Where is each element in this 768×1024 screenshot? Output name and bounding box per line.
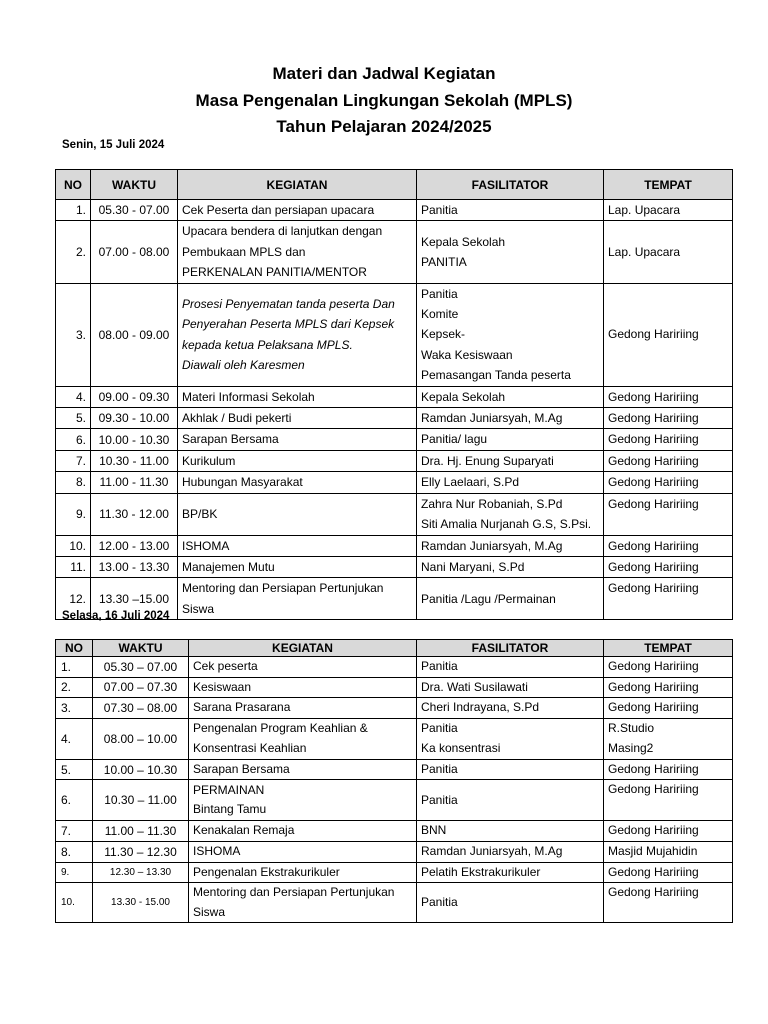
cell-line: Pengenalan Ekstrakurikuler xyxy=(193,864,340,879)
cell-line: Ramdan Juniarsyah, M.Ag xyxy=(421,411,563,426)
cell-facilitator xyxy=(417,386,604,407)
cell-no: 11. xyxy=(56,556,91,577)
cell-line: Kepsek- xyxy=(421,327,466,342)
cell-place xyxy=(604,698,733,719)
cell-line: kepada ketua Pelaksana MPLS. xyxy=(182,337,353,352)
cell-facilitator xyxy=(417,862,604,883)
cell-activity xyxy=(189,698,417,719)
cell-place xyxy=(604,283,733,386)
cell-time: 10.00 - 10.30 xyxy=(91,429,178,450)
col-header-activity: KEGIATAN xyxy=(178,170,417,200)
cell-line: Panitia/ lagu xyxy=(421,432,488,447)
cell-line: Panitia /Lagu /Permainan xyxy=(421,591,556,606)
cell-line: Panitia xyxy=(421,894,458,909)
col-header-place: TEMPAT xyxy=(604,170,733,200)
table-row xyxy=(56,677,733,698)
cell-line: Penyerahan Peserta MPLS dari Kepsek xyxy=(182,317,395,332)
cell-line: Gedong Haririing xyxy=(608,679,699,694)
table-row xyxy=(56,472,733,493)
cell-line: Mentoring dan Persiapan Pertunjukan xyxy=(193,885,395,900)
cell-no: 2. xyxy=(56,221,91,283)
col-header-facilitator: FASILITATOR xyxy=(417,640,604,657)
cell-line: Manajemen Mutu xyxy=(182,559,275,574)
cell-time: 09.30 - 10.00 xyxy=(91,408,178,429)
cell-activity xyxy=(178,386,417,407)
cell-line: Panitia xyxy=(421,659,458,673)
cell-time: 13.30 –15.00 xyxy=(91,578,178,620)
cell-line: Gedong Haririing xyxy=(608,581,699,596)
cell-line: Dra. Wati Susilawati xyxy=(421,679,528,694)
table-row xyxy=(56,718,733,759)
cell-line: PANITIA xyxy=(421,255,467,270)
cell-line: Siti Amalia Nurjanah G.S, S.Psi. xyxy=(421,517,592,532)
cell-facilitator xyxy=(417,780,604,821)
cell-line: Gedong Haririing xyxy=(608,885,699,900)
cell-no: 6. xyxy=(56,429,91,450)
table-row xyxy=(56,759,733,780)
cell-activity xyxy=(178,493,417,535)
cell-line: Gedong Haririing xyxy=(608,327,699,342)
cell-activity xyxy=(189,780,417,821)
cell-time: 11.00 - 11.30 xyxy=(91,472,178,493)
cell-activity xyxy=(178,429,417,450)
table-row xyxy=(56,698,733,719)
cell-no: 9. xyxy=(56,493,91,535)
cell-line: Panitia xyxy=(421,286,458,301)
cell-line: Gedong Haririing xyxy=(608,496,699,511)
cell-activity xyxy=(189,759,417,780)
cell-line: Akhlak / Budi pekerti xyxy=(182,411,292,426)
cell-no: 1. xyxy=(56,657,93,678)
table-row xyxy=(56,450,733,471)
cell-activity xyxy=(178,535,417,556)
cell-activity xyxy=(178,556,417,577)
cell-line: Gedong Haririing xyxy=(608,559,699,574)
cell-line: Masjid Mujahidin xyxy=(608,843,698,858)
cell-activity xyxy=(178,472,417,493)
cell-no: 3. xyxy=(56,698,93,719)
cell-line: Cek Peserta dan persiapan upacara xyxy=(182,203,375,217)
cell-place xyxy=(604,429,733,450)
col-header-place: TEMPAT xyxy=(604,640,733,657)
cell-no: 3. xyxy=(56,283,91,386)
cell-no: 7. xyxy=(56,821,93,842)
table-row xyxy=(56,200,733,221)
cell-activity xyxy=(189,657,417,678)
cell-line: Upacara bendera di lanjutkan dengan xyxy=(182,224,383,239)
cell-time: 07.00 – 07.30 xyxy=(93,677,189,698)
cell-time: 13.00 - 13.30 xyxy=(91,556,178,577)
cell-line: R.Studio xyxy=(608,721,655,736)
cell-place xyxy=(604,780,733,821)
cell-line: Gedong Haririing xyxy=(608,432,699,447)
col-header-time: WAKTU xyxy=(93,640,189,657)
cell-line: Sarapan Bersama xyxy=(182,432,279,447)
cell-line: Lap. Upacara xyxy=(608,244,681,259)
cell-no: 7. xyxy=(56,450,91,471)
cell-facilitator xyxy=(417,283,604,386)
cell-activity xyxy=(178,578,417,620)
cell-no: 8. xyxy=(56,472,91,493)
cell-line: Panitia xyxy=(421,721,458,736)
cell-line: Dra. Hj. Enung Suparyati xyxy=(421,453,554,468)
cell-place xyxy=(604,821,733,842)
cell-time: 12.30 – 13.30 xyxy=(93,862,189,883)
cell-line: Siswa xyxy=(182,601,215,616)
cell-time: 11.30 - 12.00 xyxy=(91,493,178,535)
cell-line: ISHOMA xyxy=(182,538,230,553)
cell-time: 07.30 – 08.00 xyxy=(93,698,189,719)
cell-line: Nani Maryani, S.Pd xyxy=(421,559,525,574)
cell-activity xyxy=(178,450,417,471)
cell-line: Cek peserta xyxy=(193,659,258,673)
table-row xyxy=(56,780,733,821)
cell-line: Gedong Haririing xyxy=(608,411,699,426)
cell-facilitator xyxy=(417,718,604,759)
table-row xyxy=(56,862,733,883)
cell-time: 10.00 – 10.30 xyxy=(93,759,189,780)
cell-line: Mentoring dan Persiapan Pertunjukan xyxy=(182,581,384,596)
table-row xyxy=(56,386,733,407)
table-row xyxy=(56,429,733,450)
col-header-facilitator: FASILITATOR xyxy=(417,170,604,200)
document-title-line1: Materi dan Jadwal Kegiatan xyxy=(272,64,496,83)
table-row xyxy=(56,283,733,386)
cell-facilitator xyxy=(417,408,604,429)
table-row xyxy=(56,535,733,556)
cell-line: Gedong Haririing xyxy=(608,823,699,838)
cell-place xyxy=(604,841,733,862)
cell-activity xyxy=(189,883,417,923)
cell-line: Gedong Haririing xyxy=(608,864,699,879)
cell-place xyxy=(604,386,733,407)
cell-place xyxy=(604,759,733,780)
cell-activity xyxy=(189,677,417,698)
table-row xyxy=(56,408,733,429)
cell-activity xyxy=(189,718,417,759)
cell-activity xyxy=(178,221,417,283)
cell-line: ISHOMA xyxy=(193,843,241,858)
cell-place xyxy=(604,450,733,471)
cell-activity xyxy=(189,841,417,862)
cell-line: Komite xyxy=(421,307,459,322)
table-row xyxy=(56,493,733,535)
cell-no: 12. xyxy=(56,578,91,620)
cell-facilitator xyxy=(417,759,604,780)
cell-line: PERMAINAN xyxy=(193,782,265,797)
cell-line: Waka Kesiswaan xyxy=(421,347,513,362)
cell-no: 10. xyxy=(56,883,93,923)
cell-facilitator xyxy=(417,883,604,923)
cell-no: 6. xyxy=(56,780,93,821)
cell-line: Zahra Nur Robaniah, S.Pd xyxy=(421,496,563,511)
cell-place xyxy=(604,862,733,883)
cell-time: 11.00 – 11.30 xyxy=(93,821,189,842)
table-row xyxy=(56,883,733,923)
cell-place xyxy=(604,408,733,429)
cell-facilitator xyxy=(417,698,604,719)
cell-facilitator xyxy=(417,450,604,471)
cell-line: Kepala Sekolah xyxy=(421,234,506,249)
cell-place xyxy=(604,535,733,556)
table-row xyxy=(56,821,733,842)
col-header-no: NO xyxy=(56,170,91,200)
cell-line: Gedong Haririing xyxy=(608,538,699,553)
cell-no: 4. xyxy=(56,718,93,759)
cell-time: 12.00 - 13.00 xyxy=(91,535,178,556)
table-row xyxy=(56,841,733,862)
cell-line: Lap. Upacara xyxy=(608,203,681,217)
cell-line: Pembukaan MPLS dan xyxy=(182,244,306,259)
cell-line: Konsentrasi Keahlian xyxy=(193,740,307,755)
col-header-time: WAKTU xyxy=(91,170,178,200)
cell-line: Diawali oleh Karesmen xyxy=(182,358,305,373)
cell-place xyxy=(604,718,733,759)
cell-no: 1. xyxy=(56,200,91,221)
cell-place xyxy=(604,556,733,577)
cell-facilitator xyxy=(417,535,604,556)
document-title-line2: Masa Pengenalan Lingkungan Sekolah (MPLS) xyxy=(195,91,573,110)
col-header-activity: KEGIATAN xyxy=(189,640,417,657)
cell-line: Materi Informasi Sekolah xyxy=(182,389,315,404)
cell-line: Kenakalan Remaja xyxy=(193,823,295,838)
cell-facilitator xyxy=(417,556,604,577)
table-header-row xyxy=(56,640,733,657)
cell-no: 2. xyxy=(56,677,93,698)
cell-facilitator xyxy=(417,677,604,698)
cell-time: 08.00 – 10.00 xyxy=(93,718,189,759)
cell-place xyxy=(604,472,733,493)
cell-activity xyxy=(178,408,417,429)
cell-line: Ka konsentrasi xyxy=(421,740,501,755)
cell-no: 8. xyxy=(56,841,93,862)
cell-line: Gedong Haririing xyxy=(608,389,699,404)
cell-facilitator xyxy=(417,429,604,450)
cell-time: 07.00 - 08.00 xyxy=(91,221,178,283)
cell-line: Bintang Tamu xyxy=(193,802,267,817)
cell-place xyxy=(604,578,733,620)
cell-line: Gedong Haririing xyxy=(608,475,699,490)
day1-schedule-table xyxy=(55,169,733,620)
day1-label: Senin, 15 Juli 2024 xyxy=(62,139,165,151)
cell-line: Sarana Prasarana xyxy=(193,700,291,715)
cell-time: 13.30 - 15.00 xyxy=(93,883,189,923)
cell-facilitator xyxy=(417,472,604,493)
cell-activity xyxy=(189,862,417,883)
cell-line: Ramdan Juniarsyah, M.Ag xyxy=(421,538,563,553)
cell-line: Sarapan Bersama xyxy=(193,761,290,776)
cell-facilitator xyxy=(417,821,604,842)
table-row xyxy=(56,556,733,577)
cell-line: Kesiswaan xyxy=(193,679,252,694)
cell-line: Prosesi Penyematan tanda peserta Dan xyxy=(182,296,395,311)
table-row xyxy=(56,657,733,678)
document-title-line3: Tahun Pelajaran 2024/2025 xyxy=(276,117,492,136)
cell-time: 05.30 - 07.00 xyxy=(91,200,178,221)
cell-place xyxy=(604,677,733,698)
cell-line: Siswa xyxy=(193,904,226,919)
cell-no: 5. xyxy=(56,408,91,429)
cell-time: 11.30 – 12.30 xyxy=(93,841,189,862)
cell-time: 05.30 – 07.00 xyxy=(93,657,189,678)
cell-line: Masing2 xyxy=(608,740,654,755)
cell-line: Gedong Haririing xyxy=(608,782,699,797)
cell-no: 9. xyxy=(56,862,93,883)
cell-line: Panitia xyxy=(421,203,458,217)
cell-line: Pelatih Ekstrakurikuler xyxy=(421,864,541,879)
cell-place xyxy=(604,493,733,535)
cell-line: BP/BK xyxy=(182,506,218,521)
cell-no: 10. xyxy=(56,535,91,556)
cell-facilitator xyxy=(417,221,604,283)
cell-place xyxy=(604,200,733,221)
cell-place xyxy=(604,221,733,283)
cell-line: Gedong Haririing xyxy=(608,700,699,715)
day2-schedule-table xyxy=(55,639,733,923)
cell-line: Panitia xyxy=(421,761,458,776)
cell-line: Hubungan Masyarakat xyxy=(182,475,303,490)
cell-line: BNN xyxy=(421,823,447,838)
cell-line: PERKENALAN PANITIA/MENTOR xyxy=(182,265,367,280)
cell-activity xyxy=(178,200,417,221)
cell-line: Gedong Haririing xyxy=(608,453,699,468)
cell-facilitator xyxy=(417,657,604,678)
cell-time: 10.30 – 11.00 xyxy=(93,780,189,821)
cell-activity xyxy=(178,283,417,386)
cell-time: 09.00 - 09.30 xyxy=(91,386,178,407)
table-header-row xyxy=(56,170,733,200)
cell-place xyxy=(604,883,733,923)
cell-facilitator xyxy=(417,493,604,535)
cell-line: Pemasangan Tanda peserta xyxy=(421,368,571,383)
cell-time: 10.30 - 11.00 xyxy=(91,450,178,471)
cell-line: Cheri Indrayana, S.Pd xyxy=(421,700,540,715)
cell-line: Panitia xyxy=(421,792,458,807)
cell-facilitator xyxy=(417,578,604,620)
cell-line: Gedong Haririing xyxy=(608,761,699,776)
cell-line: Elly Laelaari, S.Pd xyxy=(421,475,520,490)
cell-facilitator xyxy=(417,841,604,862)
cell-activity xyxy=(189,821,417,842)
cell-time: 08.00 - 09.00 xyxy=(91,283,178,386)
day2-label: Selasa, 16 Juli 2024 xyxy=(62,610,170,622)
cell-line: Pengenalan Program Keahlian & xyxy=(193,721,368,736)
col-header-no: NO xyxy=(56,640,93,657)
cell-line: Ramdan Juniarsyah, M.Ag xyxy=(421,843,563,858)
cell-facilitator xyxy=(417,200,604,221)
cell-no: 4. xyxy=(56,386,91,407)
table-row xyxy=(56,221,733,283)
cell-line: Kurikulum xyxy=(182,453,236,468)
cell-no: 5. xyxy=(56,759,93,780)
cell-line: Gedong Haririing xyxy=(608,659,699,673)
cell-line: Kepala Sekolah xyxy=(421,389,506,404)
cell-place xyxy=(604,657,733,678)
